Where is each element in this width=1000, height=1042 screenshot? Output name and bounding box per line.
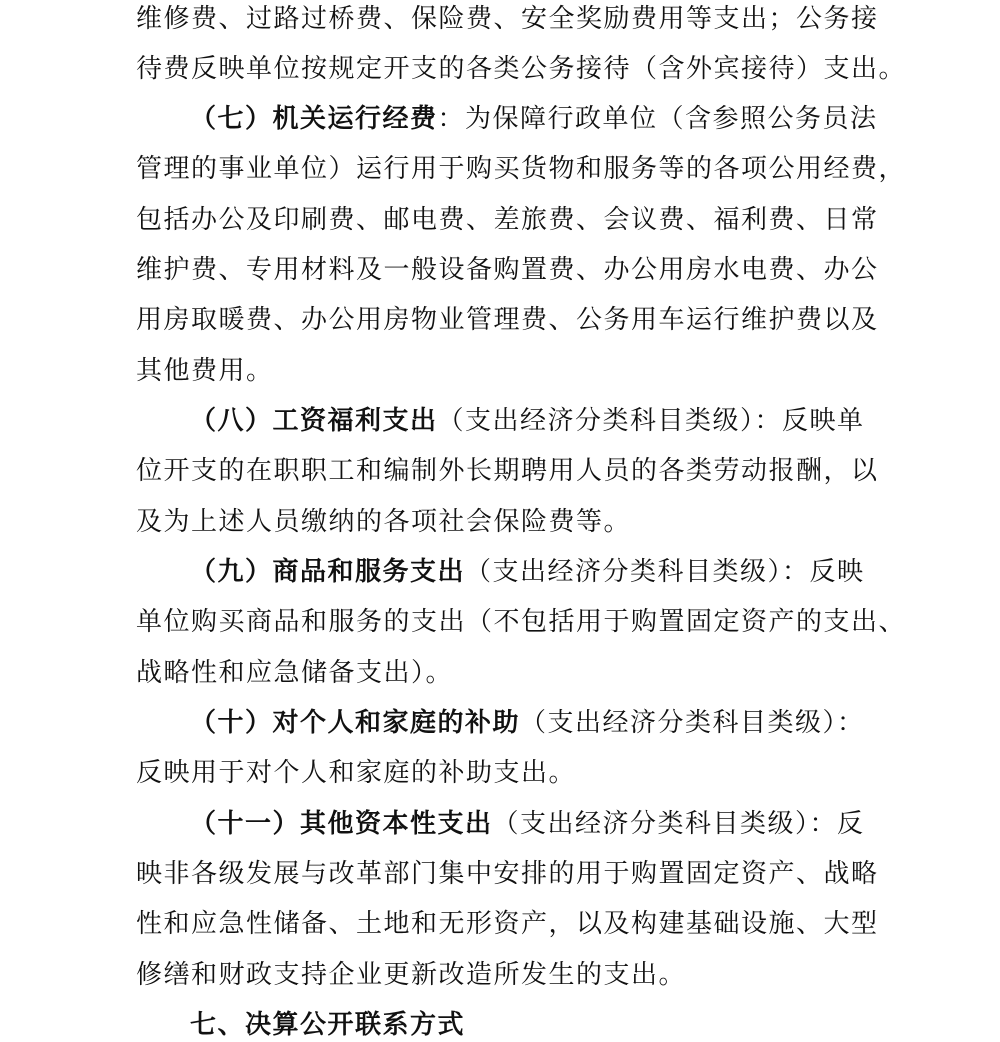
paragraph-eight-text: （支出经济分类科目类级）：反映单 [437,406,865,436]
paragraph-nine-text: （支出经济分类科目类级）：反映 [465,557,865,587]
paragraph-seven-text: ：为保障行政单位（含参照公务员法 [437,104,878,134]
text-line-1: 维修费、过路过桥费、保险费、安全奖励费用等支出；公务接 [136,4,879,34]
paragraph-eight-first-line [190,404,865,438]
text-line-11: 战略性和应急储备支出）。 [136,658,454,688]
paragraph-ten-text: （支出经济分类科目类级）： [520,708,865,738]
paragraph-eleven-term: （十一）其他资本性支出 [190,809,493,839]
paragraph-eleven-text: （支出经济分类科目类级）：反 [492,809,865,839]
text-line-3: 管理的事业单位）运行用于购买货物和服务等的各项公用经费， [136,154,907,184]
section-heading: 七、决算公开联系方式 [190,1010,466,1040]
paragraph-seven-first-line [190,102,878,136]
paragraph-nine-first-line [190,555,865,589]
text-line-5: 维护费、专用材料及一般设备购置费、办公用房水电费、办公 [136,255,879,285]
text-line-8: 位开支的在职职工和编制外长期聘用人员的各类劳动报酬，以 [136,456,879,486]
text-line-9: 及为上述人员缴纳的各项社会保险费等。 [136,507,632,537]
paragraph-eight-term: （八）工资福利支出 [190,406,438,436]
paragraph-nine-term: （九）商品和服务支出 [190,557,466,587]
text-line-12: 反映用于对个人和家庭的补助支出。 [136,758,577,788]
text-line-10: 单位购买商品和服务的支出（不包括用于购置固定资产的支出、 [136,607,907,637]
paragraph-ten-first-line [190,706,865,740]
text-line-4: 包括办公及印刷费、邮电费、差旅费、会议费、福利费、日常 [136,205,879,235]
paragraph-eleven-first-line [190,807,865,841]
text-line-2: 待费反映单位按规定开支的各类公务接待（含外宾接待）支出。 [136,54,907,84]
text-line-15: 修缮和财政支持企业更新改造所发生的支出。 [136,960,687,990]
paragraph-seven-term: （七）机关运行经费 [190,104,438,134]
text-line-13: 映非各级发展与改革部门集中安排的用于购置固定资产、战略 [136,859,879,889]
text-line-14: 性和应急性储备、土地和无形资产，以及构建基础设施、大型 [136,909,879,939]
text-line-6: 用房取暖费、办公用房物业管理费、公务用车运行维护费以及 [136,305,879,335]
text-line-7: 其他费用。 [136,356,274,386]
paragraph-ten-term: （十）对个人和家庭的补助 [190,708,521,738]
